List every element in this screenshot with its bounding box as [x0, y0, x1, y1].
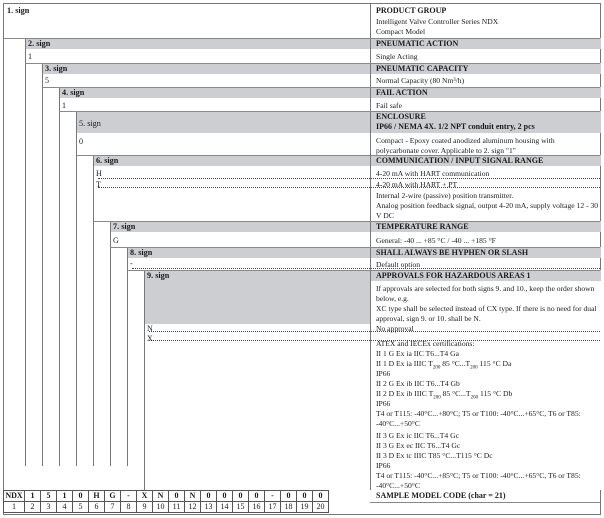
- sample-code-position: 10: [152, 501, 169, 513]
- sign-9-x-line-11: II 3 D Ex tc IIIC T85 °C...T115 °C Dc: [376, 451, 493, 460]
- sample-code-value: 0: [200, 490, 217, 502]
- sample-code-position: 11: [168, 501, 185, 513]
- sample-code-value: 0: [168, 490, 185, 502]
- sign-9-x-line-8: T4 or T115: -40°C...+80°C; T5 or T100: -40°C...+65°C, T6 or T85: -40°C...+50°C: [376, 409, 581, 428]
- sample-code-position: 5: [72, 501, 89, 513]
- sign-5-line-2: Compact - Epoxy coated anodized aluminum housing with polycarbonate cover. Applicable to 2. sign "1": [376, 136, 555, 155]
- sample-code-position: 4: [56, 501, 73, 513]
- sign-9-x-line-12: IP66: [376, 461, 391, 470]
- sign-6-option-t-3: Analog position feedback signal, output 4-20 mA, supply voltage 12 - 30 V DC: [376, 201, 599, 220]
- sign-9-intro-1: If approvals are selected for both signs 9. and 10., keep the order shown below, e.g.: [376, 284, 595, 303]
- sign-5-line-1: IP66 / NEMA 4X. 1/2 NPT conduit entry, 2 pcs: [376, 122, 535, 131]
- sample-code-value: 1: [56, 490, 73, 502]
- sample-code-position: 16: [248, 501, 265, 513]
- sign-1-group: PRODUCT GROUP: [376, 6, 447, 15]
- sample-code-value: H: [88, 490, 105, 502]
- sample-code-value: N: [152, 490, 169, 502]
- sign-8-group: SHALL ALWAYS BE HYPHEN OR SLASH: [376, 248, 529, 257]
- sample-model-code-label: SAMPLE MODEL CODE (char = 21): [376, 491, 506, 500]
- sample-code-value: -: [264, 490, 281, 502]
- sample-code-value: 1: [24, 490, 41, 502]
- sign-9-x-line-3: II 1 D Ex ia IIIC $T_{200}$ 85 $^\circ C...T_{200}$ 115 °C Da: [376, 359, 512, 371]
- sample-code-value: 0: [72, 490, 89, 502]
- sign-7-code: G: [113, 236, 119, 245]
- sign-6-code-h: H: [96, 169, 102, 178]
- sample-code-position: 17: [264, 501, 281, 513]
- sign-9-x-line-2: II 1 G Ex ia IIC T6...T4 Ga: [376, 349, 459, 358]
- sample-code-value: -: [120, 490, 137, 502]
- sample-code-position: 3: [40, 501, 57, 513]
- sign-9-intro-2: XC type shall be selected instead of CX type. If there is no need for dual approval, sign 9. or 10. shall be N.: [376, 304, 597, 323]
- sign-9-x-line-9: II 3 G Ex ic IIC T6...T4 Gc: [376, 431, 459, 440]
- sign-3-label: 3. sign: [45, 64, 68, 73]
- sign-9-label: 9. sign: [147, 271, 170, 280]
- sign-3-code: 5: [45, 76, 49, 85]
- sample-code-value: 0: [232, 490, 249, 502]
- sign-5-code: 0: [79, 137, 83, 146]
- sample-code-value: G: [104, 490, 121, 502]
- vline-7: [110, 221, 111, 466]
- sign-6-label: 6. sign: [96, 156, 119, 165]
- sample-code-position: 14: [216, 501, 233, 513]
- sample-code-position: 12: [184, 501, 201, 513]
- sign-4-line-1: Fail safe: [376, 101, 402, 110]
- vline-2: [25, 38, 26, 466]
- sample-code-value: 0: [248, 490, 265, 502]
- sign-4-label: 4. sign: [62, 88, 85, 97]
- sign-5-group: ENCLOSURE: [376, 112, 426, 121]
- sign-1-line-1: Intelligent Valve Controller Series NDX: [376, 17, 499, 26]
- sign-5-label: 5. sign: [79, 119, 101, 128]
- vline-6: [93, 155, 94, 466]
- sign-2-group: PNEUMATIC ACTION: [376, 39, 459, 48]
- sample-code-value: 5: [40, 490, 57, 502]
- sample-code-position: 9: [136, 501, 153, 513]
- sign-9-option-n: No approval: [376, 324, 414, 333]
- sign-2-label: 2. sign: [28, 39, 51, 48]
- sign-9-x-line-13: T4 or T115: -40°C...+85°C; T5 or T100: -40°C...+65°C, T6 or T85: -40°C...+50°C: [376, 471, 581, 490]
- sign-9-group: APPROVALS FOR HAZARDOUS AREAS 1: [376, 271, 531, 280]
- sample-code-value: 0: [280, 490, 297, 502]
- sign-6-option-t-2: Internal 2-wire (passive) position transmitter.: [376, 191, 514, 200]
- sign-9-code-area: [144, 324, 370, 490]
- sample-code-position: 18: [280, 501, 297, 513]
- sign-9-x-line-6: II 2 D Ex ib IIIC $T_{200}$ 85 $^\circ C...T_{200}$ 115 °C Db: [376, 389, 513, 401]
- vline-3: [42, 63, 43, 466]
- vline-5: [76, 111, 77, 466]
- sign-2-line-1: Single Acting: [376, 52, 418, 61]
- sample-code-value: NDX: [3, 490, 25, 502]
- sign-4-code: 1: [62, 101, 66, 110]
- sample-code-value: 0: [312, 490, 329, 502]
- sign-7-label: 7. sign: [113, 222, 136, 231]
- vline-8: [127, 247, 128, 466]
- sign-3-line-1: Normal Capacity (80 Nm³/h): [376, 76, 465, 85]
- sample-code-position: 20: [312, 501, 329, 513]
- sign-8-line-1: Default option: [376, 260, 421, 269]
- sign-9-x-line-10: II 3 G Ex ec IIC T6...T4 Gc: [376, 441, 461, 450]
- sample-code-position: 19: [296, 501, 313, 513]
- vline-4: [59, 87, 60, 466]
- sign-9-x-line-4: IP66: [376, 369, 391, 378]
- sign-9-code-x: X: [147, 334, 153, 343]
- sample-code-value: N: [184, 490, 201, 502]
- sign-1-label: 1. sign: [7, 6, 30, 15]
- sign-9-x-line-1: ATEX and IECEx certifications:: [376, 339, 475, 348]
- sign-7-group: TEMPERATURE RANGE: [376, 222, 469, 231]
- sign-6-group: COMMUNICATION / INPUT SIGNAL RANGE: [376, 156, 544, 165]
- sample-code-value: X: [136, 490, 153, 502]
- sign-9-x-line-5: II 2 G Ex ib IIC T6...T4 Gb: [376, 379, 460, 388]
- sign-6-option-t-1: 4-20 mA with HART + PT: [376, 180, 458, 189]
- sample-code-position: 1: [3, 501, 25, 513]
- sample-code-position: 6: [88, 501, 105, 513]
- sign-8-label: 8. sign: [130, 248, 153, 257]
- sample-code-value: 0: [296, 490, 313, 502]
- sample-code-position: 8: [120, 501, 137, 513]
- sep: [370, 502, 600, 503]
- sample-code-position: 2: [24, 501, 41, 513]
- sign-3-group: PNEUMATIC CAPACITY: [376, 64, 469, 73]
- sign-6-code-t: T: [96, 180, 101, 189]
- sign-9-code-n: N: [147, 324, 153, 333]
- sample-code-value: 0: [216, 490, 233, 502]
- sign-7-line-1: General: -40 ... +85 °C / -40 ... +185 °F: [376, 236, 496, 245]
- sign-6-option-h: 4-20 mA with HART communication: [376, 169, 490, 178]
- sign-8-code: -: [130, 259, 133, 268]
- sign-2-code: 1: [28, 52, 32, 61]
- sample-code-position: 7: [104, 501, 121, 513]
- sample-code-position: 13: [200, 501, 217, 513]
- vline-9: [144, 270, 145, 466]
- sample-code-position: 15: [232, 501, 249, 513]
- sign-1-line-2: Compact Model: [376, 27, 426, 36]
- sign-4-group: FAIL ACTION: [376, 88, 428, 97]
- sign-9-x-line-7: IP66: [376, 399, 391, 408]
